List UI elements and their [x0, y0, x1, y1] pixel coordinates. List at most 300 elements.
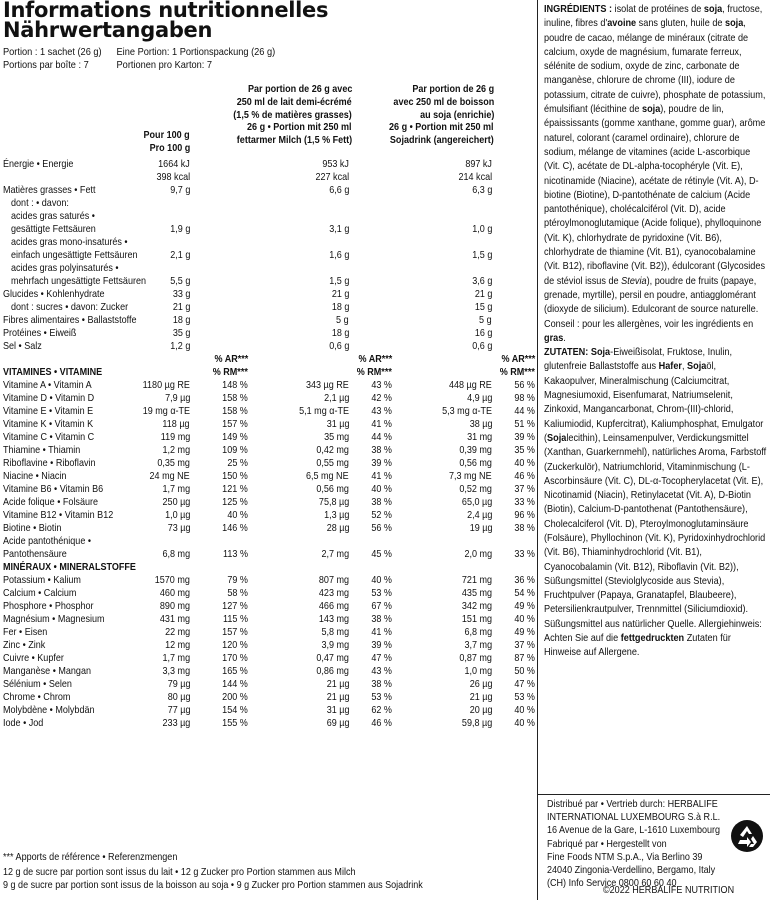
row-value-p3: 40 %	[514, 457, 535, 469]
footnote: 9 g de sucre par portion sont issus de la boisson au soja • 9 g Zucker pro Portion stammen aus Sojadrink	[3, 879, 423, 891]
row-value-v1: 1,0 µg	[164, 509, 190, 521]
section-heading	[3, 561, 535, 574]
row-value-p1: 115 %	[223, 613, 248, 625]
row-label: Vitamine A • Vitamin A	[3, 379, 92, 391]
table-row	[3, 314, 535, 327]
table-row	[3, 587, 535, 600]
column-header-c3-line: Par portion de 26 g	[412, 83, 494, 95]
row-value-p3: 98 %	[514, 392, 535, 404]
row-value-v2: 1,5 g	[328, 275, 349, 287]
table-row	[3, 301, 535, 314]
row-value-v3: 0,87 mg	[459, 652, 492, 664]
row-value-p1: 113 %	[223, 548, 248, 560]
row-value-p2: 44 %	[371, 431, 392, 443]
row-value-v3: 65,0 µg	[461, 496, 492, 508]
portion-line-2: Portions par boîte : 7 Portionen pro Karton: 7	[3, 59, 213, 71]
table-row	[3, 327, 535, 340]
row-value-p1: 25 %	[227, 457, 248, 469]
row-value-p3: 40 %	[514, 613, 535, 625]
row-value-p1: 120 %	[222, 639, 248, 651]
row-value-v2: 3,9 mg	[321, 639, 349, 651]
ingredients-divider	[538, 794, 770, 795]
row-value-v1: 5,5 g	[169, 275, 190, 287]
row-label: Acide pantothénique •	[3, 535, 92, 547]
table-row	[3, 626, 535, 639]
row-value-p3: 51 %	[514, 418, 535, 430]
row-value-v2: 3,1 g	[328, 223, 349, 235]
row-value-v3: 342 mg	[461, 600, 492, 612]
row-value-p3: 53 %	[514, 691, 535, 703]
row-value-v2: 2,1 µg	[323, 392, 349, 404]
row-value-p3: 37 %	[514, 639, 535, 651]
row-value-v3: 38 µg	[469, 418, 492, 430]
row-value-p3: 33 %	[514, 548, 535, 560]
row-value-p3: 50 %	[514, 665, 535, 677]
row-value-v1: 73 µg	[167, 522, 190, 534]
row-value-p2: 67 %	[371, 600, 392, 612]
row-value-v2: 807 mg	[318, 574, 349, 586]
row-value-v1: 890 mg	[159, 600, 190, 612]
table-row	[3, 392, 535, 405]
row-value-v3: 21 g	[474, 288, 492, 300]
column-header-c2-line: 250 ml de lait demi-écrémé	[237, 95, 352, 108]
table-row	[3, 431, 535, 444]
distributor-info	[547, 798, 720, 890]
row-value-p2: 38 %	[371, 613, 392, 625]
ingredients-block	[544, 2, 768, 660]
column-header-c3-line: avec 250 ml de boisson	[393, 95, 494, 108]
table-row	[3, 275, 535, 288]
table-row	[3, 522, 535, 535]
row-value-v2: 6,6 g	[328, 184, 349, 196]
table-row	[3, 340, 535, 353]
distributor-line: Fine Foods NTM S.p.A., Via Berlino 39	[547, 850, 703, 863]
row-value-v1: 7,9 µg	[164, 392, 190, 404]
row-value-p1: 146 %	[222, 522, 248, 534]
table-row	[3, 678, 535, 691]
row-value-p1: 40 %	[227, 509, 248, 521]
column-header-c3-line: Sojadrink (angereichert)	[390, 134, 494, 147]
row-value-v2: 5,8 mg	[321, 626, 349, 638]
row-value-v3: 5 g	[479, 314, 492, 326]
row-value-p3: 40 %	[514, 717, 535, 729]
row-label: dont : sucres • davon: Zucker	[11, 301, 129, 313]
recycle-icon	[731, 820, 763, 852]
row-value-p1: 127 %	[222, 600, 248, 612]
row-value-v1: 1,9 g	[169, 223, 190, 235]
row-value-p3: 96 %	[514, 509, 535, 521]
distributor-line: INTERNATIONAL LUXEMBOURG S.à R.L.	[547, 811, 721, 824]
row-value-v3: 435 mg	[461, 587, 492, 599]
row-value-v3: 1,0 mg	[464, 665, 492, 677]
row-value-v1: 18 g	[172, 314, 190, 326]
column-header-c3-line: 26 g • Portion mit 250 ml	[389, 121, 494, 134]
row-value-v1: 33 g	[172, 288, 190, 300]
column-header-c2-line: (1,5 % de matières grasses)	[233, 108, 352, 121]
column-header-c1-line: Pour 100 g	[143, 129, 190, 141]
row-label: Cuivre • Kupfer	[3, 652, 64, 664]
row-value-v1: 431 mg	[159, 613, 190, 625]
ar-header: % AR***	[501, 353, 535, 365]
row-value-p2: 43 %	[371, 405, 392, 417]
row-value-v2: 21 µg	[326, 678, 349, 690]
row-value-v1: 9,7 g	[169, 184, 190, 196]
row-value-v3: 2,0 mg	[464, 548, 492, 560]
row-value-v1: 79 µg	[167, 678, 190, 690]
row-value-v2: 0,6 g	[328, 340, 349, 352]
row-value-v3: 0,39 mg	[459, 444, 492, 456]
row-value-v1: 1570 mg	[154, 574, 190, 586]
portion-line-1: Portion : 1 sachet (26 g) Eine Portion: 1 Portionspackung (26 g)	[3, 46, 276, 58]
row-value-p3: 47 %	[514, 678, 535, 690]
row-value-v3: 151 mg	[461, 613, 492, 625]
ar-header: % AR***	[214, 353, 248, 365]
row-value-p2: 43 %	[371, 665, 392, 677]
row-value-v2: 1,3 µg	[323, 509, 349, 521]
row-value-v1: 22 mg	[164, 626, 190, 638]
row-value-v3: 19 µg	[469, 522, 492, 534]
row-value-p3: 38 %	[514, 522, 535, 534]
row-value-v2: 28 µg	[326, 522, 349, 534]
row-value-v2: 75,8 µg	[318, 496, 349, 508]
row-value-v2: 0,86 mg	[316, 665, 349, 677]
row-label: acides gras mono-insaturés •	[11, 236, 128, 248]
row-value-v3: 448 µg RE	[449, 379, 492, 391]
row-label: Thiamine • Thiamin	[3, 444, 81, 456]
row-label: Protéines • Eiweiß	[3, 327, 77, 339]
table-row	[3, 197, 535, 210]
row-label: Pantothensäure	[3, 548, 67, 560]
row-value-v3: 26 µg	[469, 678, 492, 690]
row-value-v3: 5,3 mg α-TE	[442, 405, 492, 417]
row-value-p2: 45 %	[371, 548, 392, 560]
row-value-v3: 1,0 g	[471, 223, 492, 235]
row-value-p1: 155 %	[222, 717, 248, 729]
row-value-v1: 0,35 mg	[157, 457, 190, 469]
row-value-v3: 0,52 mg	[459, 483, 492, 495]
row-value-v2: 423 mg	[318, 587, 349, 599]
table-row	[3, 457, 535, 470]
ar-header: % AR***	[358, 353, 392, 365]
row-value-p3: 36 %	[514, 574, 535, 586]
row-value-v2: 69 µg	[326, 717, 349, 729]
row-value-v2: 2,7 mg	[321, 548, 349, 560]
row-value-p2: 41 %	[371, 470, 392, 482]
row-value-v1: 21 g	[172, 301, 190, 313]
copyright: ©2022 HERBALIFE NUTRITION	[603, 884, 735, 896]
table-row	[3, 639, 535, 652]
section-heading	[3, 366, 535, 379]
row-label: Sel • Salz	[3, 340, 42, 352]
row-value-p3: 40 %	[514, 704, 535, 716]
row-value-p3: 44 %	[514, 405, 535, 417]
row-value-p2: 38 %	[371, 678, 392, 690]
row-value-v3: 20 µg	[469, 704, 492, 716]
row-value-v2: 0,55 mg	[316, 457, 349, 469]
row-value-p3: 46 %	[514, 470, 535, 482]
row-value-p1: 157 %	[222, 418, 248, 430]
row-value-v1: 1664 kJ	[158, 158, 190, 170]
row-label: Vitamine B6 • Vitamin B6	[3, 483, 104, 495]
row-value-p3: 49 %	[514, 600, 535, 612]
table-row	[3, 288, 535, 301]
row-value-p2: 42 %	[371, 392, 392, 404]
row-value-v1: 1180 µg RE	[142, 379, 190, 391]
table-row	[3, 210, 535, 223]
row-value-v1: 6,8 mg	[162, 548, 190, 560]
row-label: einfach ungesättigte Fettsäuren	[11, 249, 138, 261]
row-value-v3: 1,5 g	[471, 249, 492, 261]
table-row	[3, 509, 535, 522]
row-value-v3: 0,56 mg	[459, 457, 492, 469]
row-label: Énergie • Energie	[3, 158, 74, 170]
row-value-v3: 2,4 µg	[466, 509, 492, 521]
row-label: acides gras saturés •	[11, 210, 95, 222]
row-value-p2: 53 %	[371, 587, 392, 599]
row-value-p2: 39 %	[371, 457, 392, 469]
row-value-p1: 79 %	[227, 574, 248, 586]
column-header-c2-line: 26 g • Portion mit 250 ml	[247, 121, 352, 134]
row-value-v1: 12 mg	[164, 639, 190, 651]
distributor-line: (CH) Info Service 0800 60 60 40	[547, 877, 677, 890]
row-value-p1: 109 %	[222, 444, 248, 456]
row-label: Phosphore • Phosphor	[3, 600, 94, 612]
row-value-v1: 460 mg	[159, 587, 190, 599]
row-value-p1: 144 %	[222, 678, 248, 690]
row-label: Riboflavine • Riboflavin	[3, 457, 96, 469]
distributor-line: Fabriqué par • Hergestellt von	[547, 837, 667, 850]
rm-header: % RM***	[356, 366, 392, 378]
table-row	[3, 223, 535, 236]
row-value-p2: 52 %	[371, 509, 392, 521]
row-value-v3: 3,6 g	[471, 275, 492, 287]
row-value-v2: 35 mg	[323, 431, 349, 443]
rm-header: % RM***	[212, 366, 248, 378]
row-value-p2: 41 %	[371, 418, 392, 430]
footnote: *** Apports de référence • Referenzmengen	[3, 851, 178, 863]
table-row	[3, 574, 535, 587]
row-value-v1: 1,2 g	[169, 340, 190, 352]
row-label: Magnésium • Magnesium	[3, 613, 105, 625]
row-value-v1: 118 µg	[162, 418, 190, 430]
row-value-v3: 897 kJ	[465, 158, 492, 170]
row-value-v2: 466 mg	[318, 600, 349, 612]
row-value-p3: 35 %	[514, 444, 535, 456]
row-value-v1: 19 mg α-TE	[142, 405, 190, 417]
table-row	[3, 171, 535, 184]
distributor-line: 24040 Zingonia-Verdellino, Bergamo, Italy	[547, 864, 716, 877]
row-value-v3: 0,6 g	[471, 340, 492, 352]
row-value-v2: 0,47 mg	[316, 652, 349, 664]
table-row	[3, 483, 535, 496]
row-label: Calcium • Calcium	[3, 587, 77, 599]
distributor-line: Distribué par • Vertrieb durch: HERBALIFE	[547, 798, 718, 810]
row-label: acides gras polyinsaturés •	[11, 262, 119, 274]
row-value-p2: 43 %	[371, 379, 392, 391]
row-value-p1: 58 %	[227, 587, 248, 599]
row-value-v3: 16 g	[474, 327, 492, 339]
row-value-p1: 158 %	[222, 405, 248, 417]
table-row	[3, 249, 535, 262]
column-header-c2-line: fettarmer Milch (1,5 % Fett)	[236, 134, 352, 147]
row-value-v3: 31 mg	[466, 431, 492, 443]
row-value-v3: 721 mg	[461, 574, 492, 586]
row-label: Chrome • Chrom	[3, 691, 71, 703]
row-value-v2: 953 kJ	[322, 158, 349, 170]
row-value-v2: 0,56 mg	[316, 483, 349, 495]
row-value-v3: 7,3 mg NE	[449, 470, 492, 482]
row-value-p1: 154 %	[222, 704, 248, 716]
row-value-p3: 49 %	[514, 626, 535, 638]
row-value-p2: 39 %	[371, 639, 392, 651]
row-value-v1: 250 µg	[162, 496, 190, 508]
row-value-p2: 47 %	[371, 652, 392, 664]
ingredients-text: INGRÉDIENTS : isolat de protéines de soja, fructose, inuline, fibres d'avoine sans gluten, huile de soja, poudre de cacao, mélange de minéraux (citrate de calcium, oxyde de magnésium, fumarate ferreux, sélénite de sodium, oxyde de zinc, carbonate de manganèse, chlorure de chrome (III), iodure de potassium, citrate de cuivre), phosphate de potassium, émulsifiant (lécithine de soja), poudre de lin, épaississants (gomme xanthane, gomme guar), arôme naturel, colorant (caramel ordinaire), chlorure de sodium, mélange de vitamines (acide L-ascorbique (Vit. C), acétate de DL-alpha-tocophéryle (Vit. E), nicotinamide (Niacine), acétate de rétinyle (Vit. A), D-biotine (Biotine), D-pantothénate de calcium (Acide pantothénique), cholécalciférol (Vit. D), acide ptéroylmonoglutamique (Acide folique), phylloquinone (Vit. K), chlorhydrate de pyridoxine (Vit. B6), chlorhydrate de thiamine (Vit. B1), cyanocobalamine (Vit. B12), riboflavine (Vit. B2)), édulcorant (Glycosides de stéviol issus de Stevia), poudre de fruits (papaye, grenade, myrtille), persil en poudre, antiagglomérant (dioxyde de silicium). Edulcorant de source naturelle. Conseil : pour les allergènes, voir les ingrédients en gras. ZUTATEN: Soja-Eiweißisolat, Fruktose, Inulin, glutenfreie Ballaststoffe aus Hafer, Sojaöl, Kakaopulver, Mineralmischung (Calciumcitrat, Magnesiumoxid, Eisenfumarat, Natriumselenit, Zinkoxid, Mangancarbonat, Chrom-(III)-chlorid, Kaliumiodid, Kupfercitrat), Kaliumphosphat, Emulgator (Sojalecithin), Leinsamenpulver, Verdickungsmittel (Xanthan, Guarkernmehl), natürliches Aroma, Farbstoff (Zuckerkulör), Natriumchlorid, Vitaminmischung (L-Ascorbinsäure (Vit. C), DL-α-Tocopherylacetat (Vit. E), Nicotinamid (Niacin), Retinylacetat (Vit. A), D-Biotin (Biotin), Calcium-D-pantothenat (Pantothensäure), Cholecalciferol (Vit. D), Pteroylmonoglutaminsäure (Folsäure), Phyllochinon (Vit. K), Pyridoxinhydrochlorid (Vit. B6), Thiaminhydrochlorid (Vit. B1), Cyanocobalamin (Vit. B12), Riboflavin (Vit. B2)), Süßungsmittel (Steviolglycoside aus Stevia), Fruchtpulver (Papaya, Granatapfel, Blaubeere), Petersilienkrautpulver, Trennmittel (Siliciumdioxid). Süßungsmittel aus natürlicher Quelle. Allergiehinweis: Achten Sie auf die fettgedruckten Zutaten für Hinweise auf Allergene.	[544, 3, 767, 659]
row-value-p3: 37 %	[514, 483, 535, 495]
row-value-v2: 6,5 mg NE	[306, 470, 349, 482]
table-row	[3, 262, 535, 275]
row-value-p3: 87 %	[514, 652, 535, 664]
row-label: Vitamine B12 • Vitamin B12	[3, 509, 114, 521]
row-value-v2: 5,1 mg α-TE	[299, 405, 349, 417]
row-value-v1: 398 kcal	[156, 171, 190, 183]
row-value-p2: 38 %	[371, 444, 392, 456]
row-label: Potassium • Kalium	[3, 574, 81, 586]
row-value-v3: 15 g	[474, 301, 492, 313]
column-header-c2-line: Par portion de 26 g avec	[247, 83, 352, 95]
row-value-v1: 233 µg	[162, 717, 190, 729]
row-label: Fer • Eisen	[3, 626, 48, 638]
row-value-v1: 2,1 g	[169, 249, 190, 261]
table-row	[3, 548, 535, 561]
row-label: gesättigte Fettsäuren	[11, 223, 96, 235]
table-row	[3, 418, 535, 431]
row-value-v2: 21 µg	[326, 691, 349, 703]
row-value-p2: 40 %	[371, 574, 392, 586]
row-value-v3: 21 µg	[469, 691, 492, 703]
row-value-v1: 1,2 mg	[162, 444, 190, 456]
row-label: Biotine • Biotin	[3, 522, 62, 534]
table-row	[3, 444, 535, 457]
distributor-line: 16 Avenue de la Gare, L-1610 Luxembourg	[547, 824, 721, 837]
row-value-v1: 35 g	[172, 327, 190, 339]
page-title	[3, 0, 328, 40]
table-row	[3, 405, 535, 418]
row-value-v1: 80 µg	[167, 691, 190, 703]
row-value-v1: 119 mg	[160, 431, 190, 443]
row-value-p1: 149 %	[222, 431, 248, 443]
row-value-v1: 77 µg	[167, 704, 190, 716]
column-header-c3-line: au soja (enrichie)	[419, 108, 494, 121]
row-label: Acide folique • Folsäure	[3, 496, 99, 508]
row-value-v2: 18 g	[331, 301, 349, 313]
row-value-p2: 56 %	[371, 522, 392, 534]
row-label: Manganèse • Mangan	[3, 665, 92, 677]
row-value-v2: 18 g	[331, 327, 349, 339]
row-label: Vitamine C • Vitamin C	[3, 431, 95, 443]
row-value-p1: 121 %	[222, 483, 248, 495]
row-value-v3: 6,8 mg	[464, 626, 492, 638]
table-row	[3, 236, 535, 249]
row-value-v3: 59,8 µg	[461, 717, 492, 729]
table-row	[3, 158, 535, 171]
row-value-v3: 6,3 g	[471, 184, 492, 196]
table-row	[3, 691, 535, 704]
row-value-v3: 3,7 mg	[464, 639, 492, 651]
column-divider	[537, 0, 538, 900]
row-label: VITAMINES • VITAMINE	[3, 366, 103, 378]
row-value-p1: 170 %	[222, 652, 248, 664]
table-row	[3, 704, 535, 717]
row-label: dont : • davon:	[11, 197, 69, 209]
row-label: mehrfach ungesättigte Fettsäuren	[11, 275, 147, 287]
table-row	[3, 379, 535, 392]
row-value-p3: 39 %	[514, 431, 535, 443]
column-header-c1-line: Pro 100 g	[149, 141, 190, 154]
row-label: Molybdène • Molybdän	[3, 704, 95, 716]
row-value-p1: 150 %	[222, 470, 248, 482]
row-label: Fibres alimentaires • Ballaststoffe	[3, 314, 137, 326]
table-row	[3, 717, 535, 730]
row-label: Sélénium • Selen	[3, 678, 72, 690]
row-value-p1: 165 %	[222, 665, 248, 677]
row-value-v3: 214 kcal	[458, 171, 492, 183]
row-value-v2: 31 µg	[326, 418, 349, 430]
row-value-p2: 62 %	[371, 704, 392, 716]
row-value-v1: 24 mg NE	[149, 470, 190, 482]
row-label: Niacine • Niacin	[3, 470, 67, 482]
title-de: Nährwertangaben	[3, 18, 213, 42]
row-value-v1: 3,3 mg	[162, 665, 190, 677]
row-value-v2: 1,6 g	[328, 249, 349, 261]
row-value-v3: 4,9 µg	[466, 392, 492, 404]
row-value-v2: 21 g	[331, 288, 349, 300]
table-row	[3, 496, 535, 509]
row-value-v2: 227 kcal	[315, 171, 349, 183]
table-row	[3, 652, 535, 665]
row-value-p2: 53 %	[371, 691, 392, 703]
row-value-v2: 343 µg RE	[306, 379, 349, 391]
row-label: Vitamine D • Vitamin D	[3, 392, 95, 404]
row-value-p2: 40 %	[371, 483, 392, 495]
row-label: Vitamine K • Vitamin K	[3, 418, 94, 430]
row-label: Glucides • Kohlenhydrate	[3, 288, 105, 300]
row-value-p2: 38 %	[371, 496, 392, 508]
table-row	[3, 535, 535, 548]
row-value-p1: 157 %	[222, 626, 248, 638]
row-value-v2: 31 µg	[326, 704, 349, 716]
row-label: Matières grasses • Fett	[3, 184, 96, 196]
row-value-p3: 54 %	[514, 587, 535, 599]
row-label: Zinc • Zink	[3, 639, 46, 651]
row-value-v1: 1,7 mg	[162, 652, 190, 664]
row-value-v2: 143 mg	[318, 613, 349, 625]
row-label: MINÉRAUX • MINERALSTOFFE	[3, 561, 136, 573]
row-value-p1: 148 %	[222, 379, 248, 391]
row-value-v2: 5 g	[336, 314, 349, 326]
table-row	[3, 184, 535, 197]
rm-header: % RM***	[499, 366, 535, 378]
row-label: Vitamine E • Vitamin E	[3, 405, 94, 417]
row-value-p3: 33 %	[514, 496, 535, 508]
row-value-v2: 0,42 mg	[316, 444, 349, 456]
table-row	[3, 600, 535, 613]
table-row	[3, 470, 535, 483]
row-value-p1: 200 %	[222, 691, 248, 703]
row-value-p2: 41 %	[371, 626, 392, 638]
table-row	[3, 613, 535, 626]
row-value-p1: 125 %	[222, 496, 248, 508]
